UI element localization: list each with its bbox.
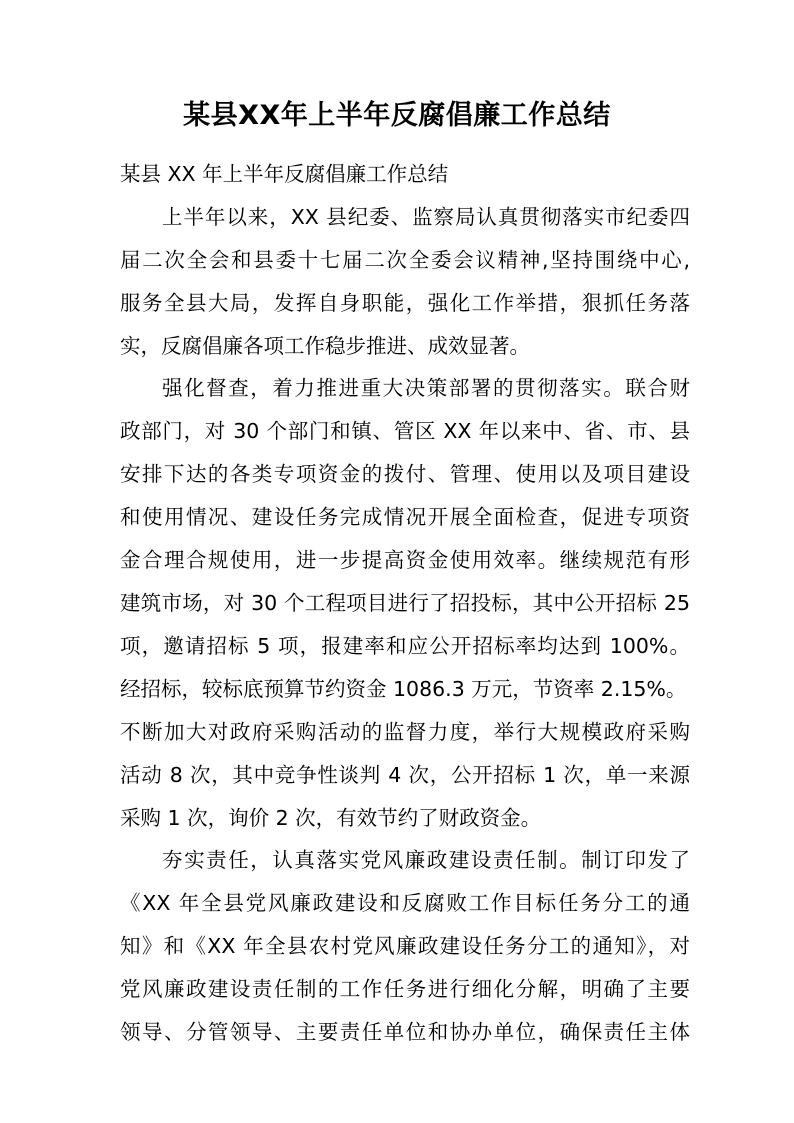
text-line: 经招标，较标底预算节约资金 1086.3 万元，节资率 2.15%。 <box>120 677 687 701</box>
text-line: 强化督查，着力推进重大决策部署的贯彻落实。联合财 <box>162 376 690 400</box>
text-line: 《XX 年全县党风廉政建设和反腐败工作目标任务分工的通 <box>120 891 690 915</box>
text-line: 夯实责任，认真落实党风廉政建设责任制。制订印发了 <box>162 848 690 872</box>
text-line: 知》和《XX 年全县农村党风廉政建设任务分工的通知》，对 <box>120 934 690 958</box>
text-line: 活动 8 次，其中竞争性谈判 4 次，公开招标 1 次，单一来源 <box>120 763 690 787</box>
text-line: 届二次全会和县委十七届二次全委会议精神,坚持围绕中心, <box>120 248 690 272</box>
text-line: 项，邀请招标 5 项，报建率和应公开招标率均达到 100%。 <box>120 634 690 658</box>
text-line: 安排下达的各类专项资金的拨付、管理、使用以及项目建设 <box>120 462 690 486</box>
text-line: 政部门，对 30 个部门和镇、管区 XX 年以来中、省、市、县 <box>120 419 690 443</box>
text-line: 不断加大对政府采购活动的监督力度，举行大规模政府采购 <box>120 720 690 744</box>
text-line: 服务全县大局，发挥自身职能，强化工作举措，狠抓任务落 <box>120 291 690 315</box>
text-line: 和使用情况、建设任务完成情况开展全面检查，促进专项资 <box>120 505 690 529</box>
text-line: 党风廉政建设责任制的工作任务进行细化分解，明确了主要 <box>120 977 690 1001</box>
text-line: 建筑市场，对 30 个工程项目进行了招投标，其中公开招标 25 <box>120 591 690 615</box>
document-title: 某县XX年上半年反腐倡廉工作总结 <box>183 100 611 131</box>
document-subtitle: 某县 XX 年上半年反腐倡廉工作总结 <box>120 162 449 186</box>
text-line: 实，反腐倡廉各项工作稳步推进、成效显著。 <box>120 334 530 358</box>
text-line: 领导、分管领导、主要责任单位和协办单位，确保责任主体 <box>120 1020 690 1044</box>
text-line: 金合理合规使用，进一步提高资金使用效率。继续规范有形 <box>120 548 690 572</box>
text-line: 采购 1 次，询价 2 次，有效节约了财政资金。 <box>120 806 542 830</box>
text-line: 上半年以来，XX 县纪委、监察局认真贯彻落实市纪委四 <box>162 205 690 229</box>
